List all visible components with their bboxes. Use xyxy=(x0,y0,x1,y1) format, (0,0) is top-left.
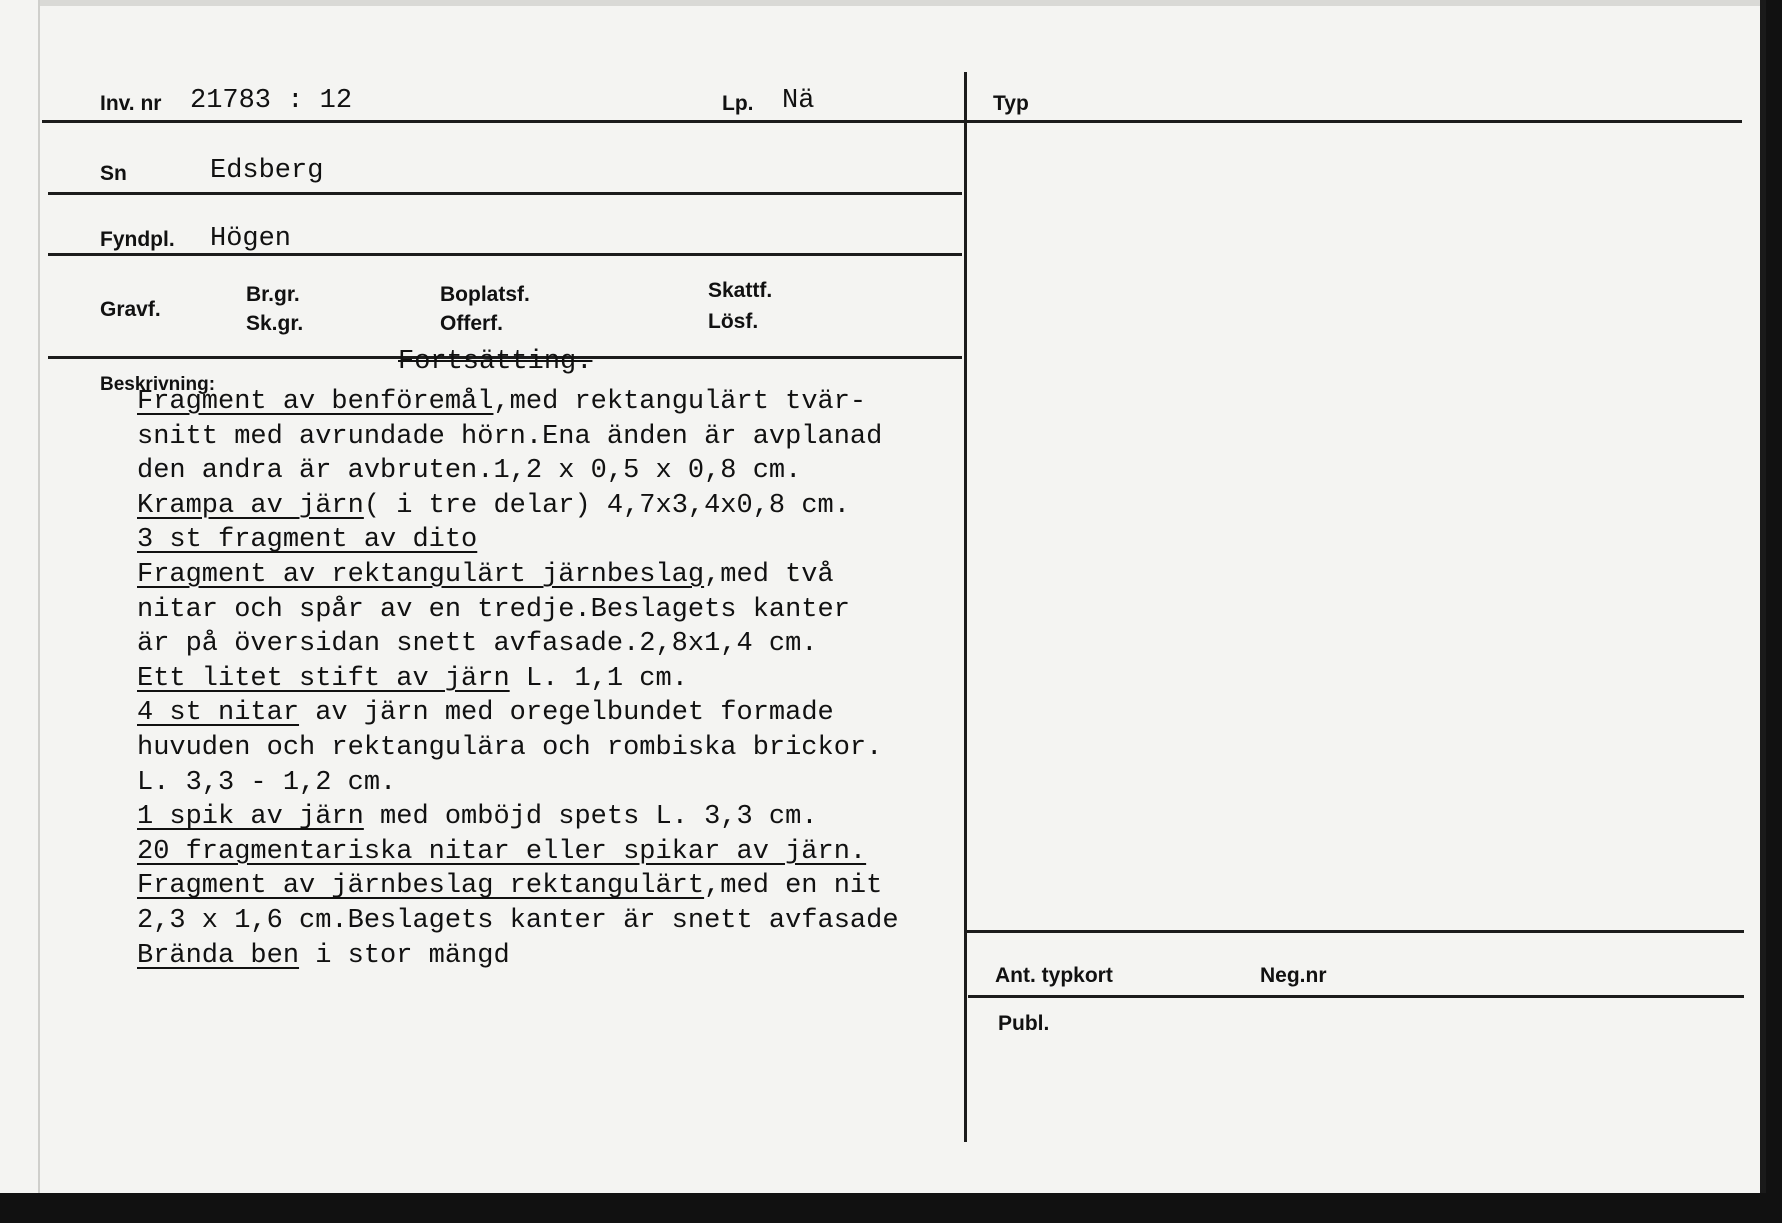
ant-typkort-label: Ant. typkort xyxy=(995,964,1113,987)
item-text: 2,3 x 1,6 cm.Beslagets kanter är snett avfasade xyxy=(137,905,899,936)
scan-border-bottom xyxy=(0,1193,1782,1223)
item-text: är på översidan snett avfasade.2,8x1,4 cm. xyxy=(137,629,818,660)
description-line xyxy=(137,904,899,939)
divider-sn xyxy=(48,192,962,195)
description-line xyxy=(137,696,899,731)
description-line xyxy=(137,731,899,766)
description-line xyxy=(137,766,899,801)
publ-label: Publ. xyxy=(998,1012,1050,1035)
item-text: ,med rektangulärt tvär- xyxy=(493,387,867,417)
description-line xyxy=(137,523,899,558)
item-text: huvuden och rektangulära och rombiska brickor. xyxy=(137,732,883,763)
underlined-item: Fragment av benföremål xyxy=(137,387,494,417)
item-text: i stor mängd xyxy=(299,940,510,971)
card-left-edge xyxy=(38,0,40,1195)
offerf-label: Offerf. xyxy=(440,312,503,335)
typ-label: Typ xyxy=(993,92,1029,115)
lp-label: Lp. xyxy=(722,92,754,115)
description-line xyxy=(137,593,899,628)
skgr-label: Sk.gr. xyxy=(246,312,304,335)
boplatsf-label: Boplatsf. xyxy=(440,283,530,306)
item-text: ,med två xyxy=(704,559,834,590)
underlined-item: Ett litet stift av järn xyxy=(137,663,510,694)
fyndpl-value: Högen xyxy=(210,224,292,254)
divider-ant-typkort-top xyxy=(964,930,1744,933)
description-line xyxy=(137,489,899,524)
underlined-item: 3 st fragment av dito xyxy=(137,525,478,556)
item-text: med omböjd spets L. 3,3 cm. xyxy=(363,802,818,833)
continuation-note: Fortsätting. xyxy=(398,347,593,377)
divider-fyndpl xyxy=(48,253,962,256)
neg-nr-label: Neg.nr xyxy=(1260,964,1327,987)
brgr-label: Br.gr. xyxy=(246,283,300,306)
skattf-label: Skattf. xyxy=(708,279,773,302)
fyndpl-label: Fyndpl. xyxy=(100,228,175,251)
description-line xyxy=(137,558,899,593)
lp-value: Nä xyxy=(782,86,815,116)
divider-ant-typkort-bottom xyxy=(968,995,1744,998)
card-top-edge xyxy=(40,0,1760,6)
description-text xyxy=(137,385,899,973)
column-divider xyxy=(964,72,967,1142)
description-line xyxy=(137,869,899,904)
beskrivning-label: Beskrivning: xyxy=(100,374,216,395)
scan-border-right xyxy=(1766,0,1782,1223)
description-line xyxy=(137,385,899,420)
underlined-item: 20 fragmentariska nitar eller spikar av järn. xyxy=(137,836,867,867)
description-line xyxy=(137,420,899,455)
inv-nr-label: Inv. nr xyxy=(100,92,162,115)
item-text: snitt med avrundade hörn.Ena änden är avplanad xyxy=(137,421,883,452)
item-text: nitar och spår av en tredje.Beslagets kanter xyxy=(137,594,850,625)
description-line xyxy=(137,800,899,835)
description-line xyxy=(137,454,899,489)
underlined-item: Brända ben xyxy=(137,940,300,971)
item-text: ( i tre delar) 4,7x3,4x0,8 cm. xyxy=(363,490,850,521)
item-text: L. 3,3 - 1,2 cm. xyxy=(137,767,397,798)
underlined-item: 1 spik av järn xyxy=(137,802,364,833)
description-line xyxy=(137,835,899,870)
losf-label: Lösf. xyxy=(708,310,759,333)
item-text: den andra är avbruten.1,2 x 0,5 x 0,8 cm. xyxy=(137,456,802,487)
item-text: av järn med oregelbundet formade xyxy=(299,698,834,729)
description-line xyxy=(137,627,899,662)
item-text: L. 1,1 cm. xyxy=(509,663,688,694)
divider-header xyxy=(42,120,1742,123)
sn-label: Sn xyxy=(100,162,127,185)
underlined-item: 4 st nitar xyxy=(137,698,300,729)
sn-value: Edsberg xyxy=(210,156,324,186)
underlined-item: Fragment av rektangulärt järnbeslag xyxy=(137,559,705,590)
item-text: ,med en nit xyxy=(704,871,883,902)
gravf-label: Gravf. xyxy=(100,298,161,321)
underlined-item: Fragment av järnbeslag rektangulärt xyxy=(137,871,705,902)
underlined-item: Krampa av järn xyxy=(137,490,364,521)
description-line xyxy=(137,939,899,974)
description-line xyxy=(137,662,899,697)
inv-nr-value: 21783 : 12 xyxy=(190,86,353,116)
